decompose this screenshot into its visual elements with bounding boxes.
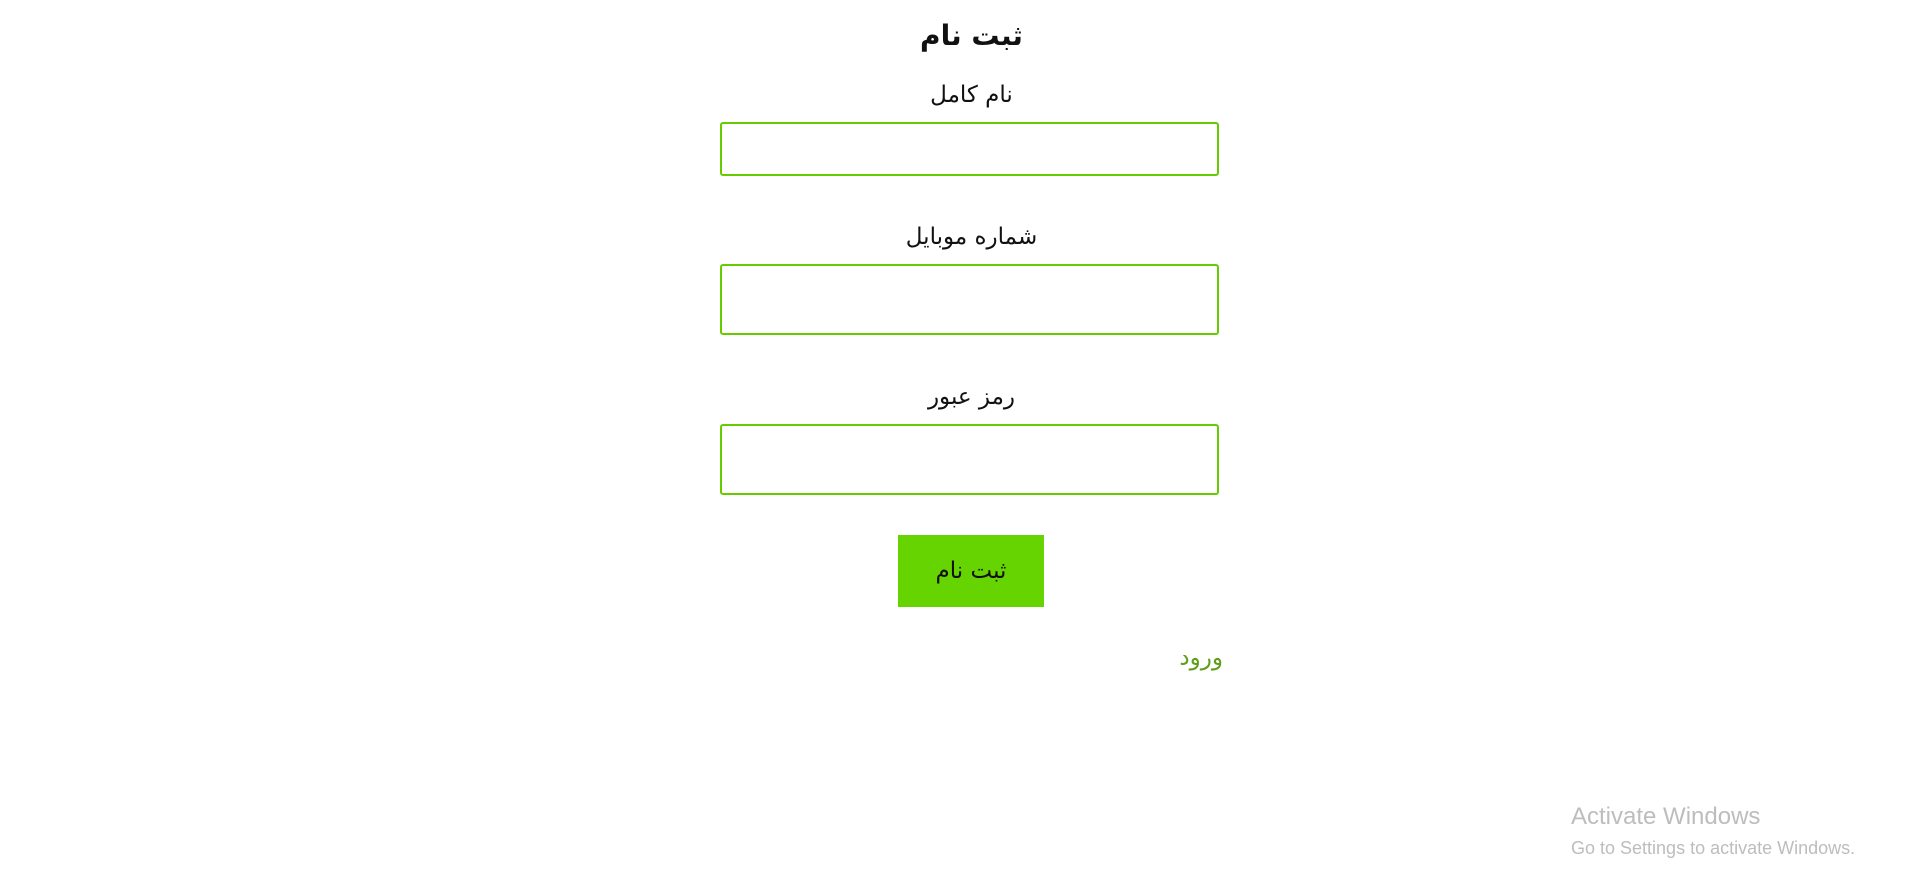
watermark-subtitle: Go to Settings to activate Windows.	[1571, 838, 1856, 858]
mobile-label: شماره موبایل	[905, 224, 1038, 250]
password-input[interactable]	[720, 424, 1219, 495]
password-label: رمز عبور	[927, 384, 1016, 410]
watermark-title: Activate Windows	[1571, 803, 1761, 830]
login-link[interactable]: ورود	[1179, 645, 1223, 671]
signup-button[interactable]: ثبت نام	[898, 535, 1044, 607]
activate-windows-watermark	[1571, 802, 1855, 860]
full-name-label: نام کامل	[930, 82, 1013, 108]
page-title: ثبت نام	[920, 19, 1023, 52]
full-name-input[interactable]	[720, 122, 1219, 176]
mobile-input[interactable]	[720, 264, 1219, 335]
